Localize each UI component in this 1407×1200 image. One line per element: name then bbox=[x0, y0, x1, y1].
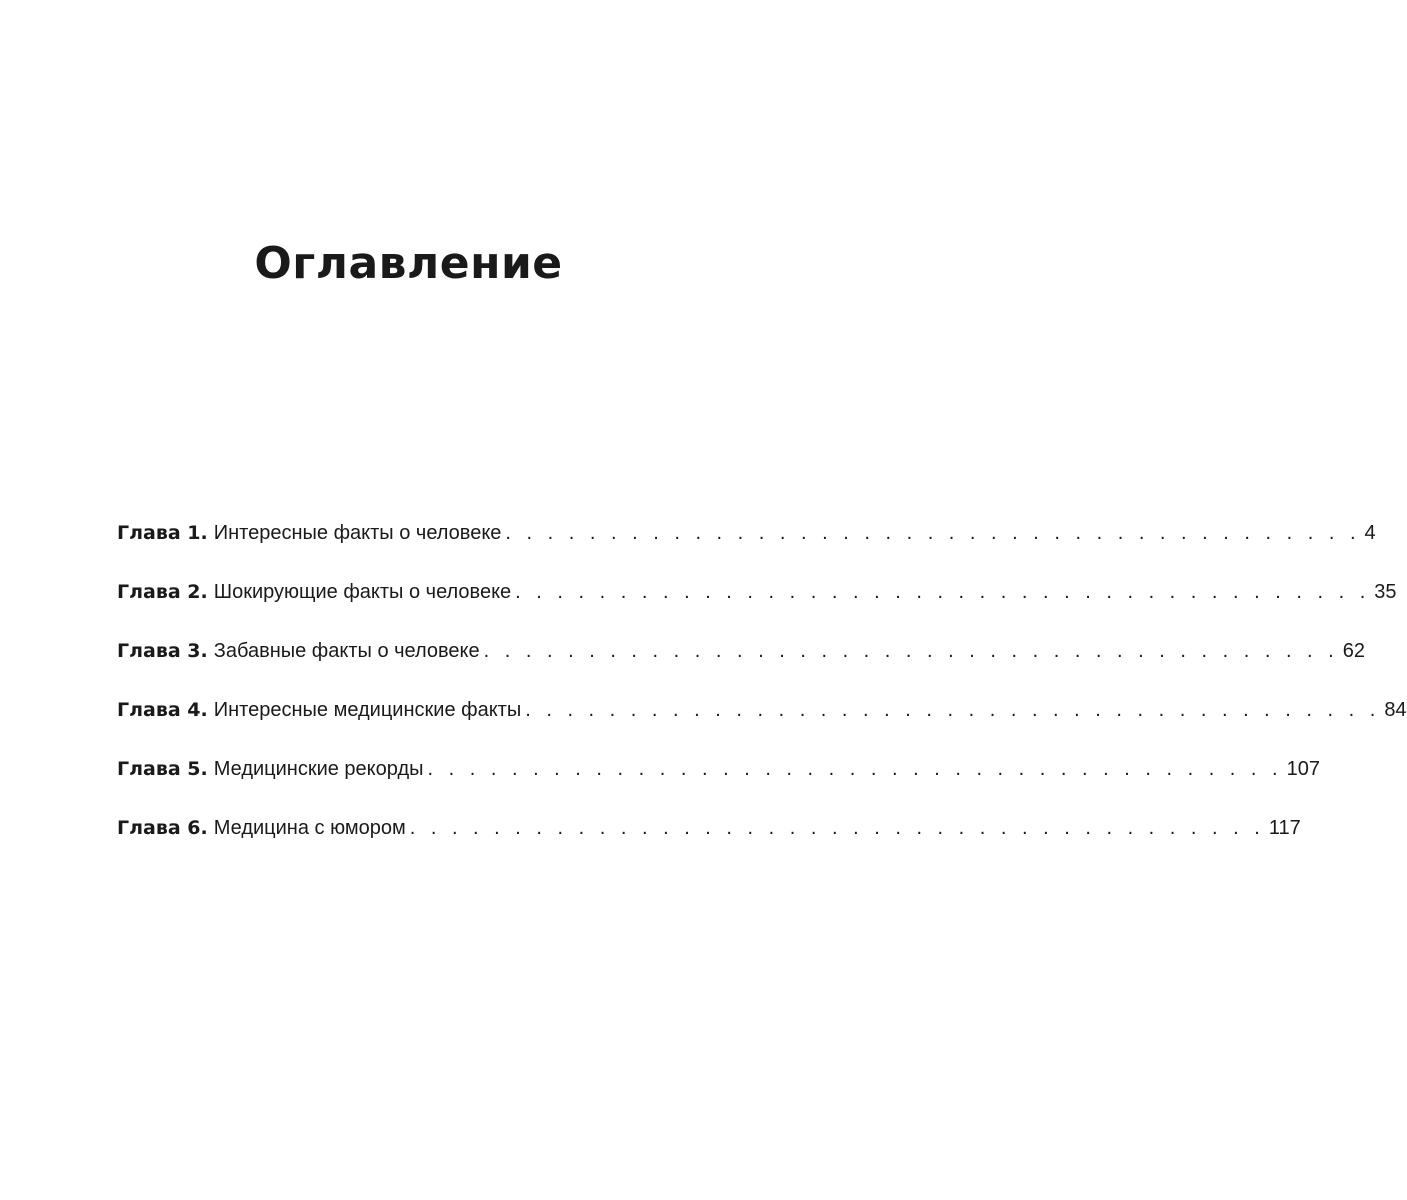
chapter-label: Глава 1. bbox=[117, 522, 208, 544]
page-number: 62 bbox=[1342, 640, 1365, 662]
chapter-title: Медицинские рекорды bbox=[213, 758, 424, 780]
dot-leader: . . . . . . . . . . . . . . . . . . . . . . . . . . . . . . . . . . . . . . . . . bbox=[515, 581, 1371, 603]
dot-leader: . . . . . . . . . . . . . . . . . . . . . . . . . . . . . . . . . . . . . . . . . bbox=[525, 699, 1381, 721]
chapter-label: Глава 5. bbox=[117, 758, 208, 780]
table-of-contents bbox=[117, 518, 1407, 872]
toc-entry-4[interactable] bbox=[117, 695, 1407, 754]
chapter-label: Глава 2. bbox=[117, 581, 208, 603]
chapter-title: Медицина с юмором bbox=[213, 817, 406, 839]
chapter-label: Глава 4. bbox=[117, 699, 208, 721]
page-number: 4 bbox=[1364, 522, 1376, 544]
page-number: 107 bbox=[1286, 758, 1320, 780]
dot-leader: . . . . . . . . . . . . . . . . . . . . . . . . . . . . . . . . . . . . . . . . . bbox=[427, 758, 1283, 780]
chapter-title: Интересные факты о человеке bbox=[213, 522, 502, 544]
toc-entry-5[interactable] bbox=[117, 754, 1320, 813]
chapter-label: Глава 6. bbox=[117, 817, 208, 839]
dot-leader: . . . . . . . . . . . . . . . . . . . . . . . . . . . . . . . . . . . . . . . . . bbox=[483, 640, 1339, 662]
chapter-title: Шокирующие факты о человеке bbox=[213, 581, 512, 603]
chapter-title: Интересные медицинские факты bbox=[213, 699, 522, 721]
dot-leader: . . . . . . . . . . . . . . . . . . . . . . . . . . . . . . . . . . . . . . . . . bbox=[409, 817, 1265, 839]
toc-entry-1[interactable] bbox=[117, 518, 1376, 577]
dot-leader: . . . . . . . . . . . . . . . . . . . . . . . . . . . . . . . . . . . . . . . . . bbox=[505, 522, 1361, 544]
chapter-label: Глава 3. bbox=[117, 640, 208, 662]
page-number: 35 bbox=[1374, 581, 1397, 603]
page-title: Оглавление bbox=[254, 238, 563, 289]
toc-entry-2[interactable] bbox=[117, 577, 1397, 636]
page-number: 117 bbox=[1268, 817, 1301, 839]
chapter-title: Забавные факты о человеке bbox=[213, 640, 480, 662]
toc-entry-3[interactable] bbox=[117, 636, 1365, 695]
page-number: 84 bbox=[1384, 699, 1407, 721]
toc-entry-6[interactable] bbox=[117, 813, 1301, 872]
